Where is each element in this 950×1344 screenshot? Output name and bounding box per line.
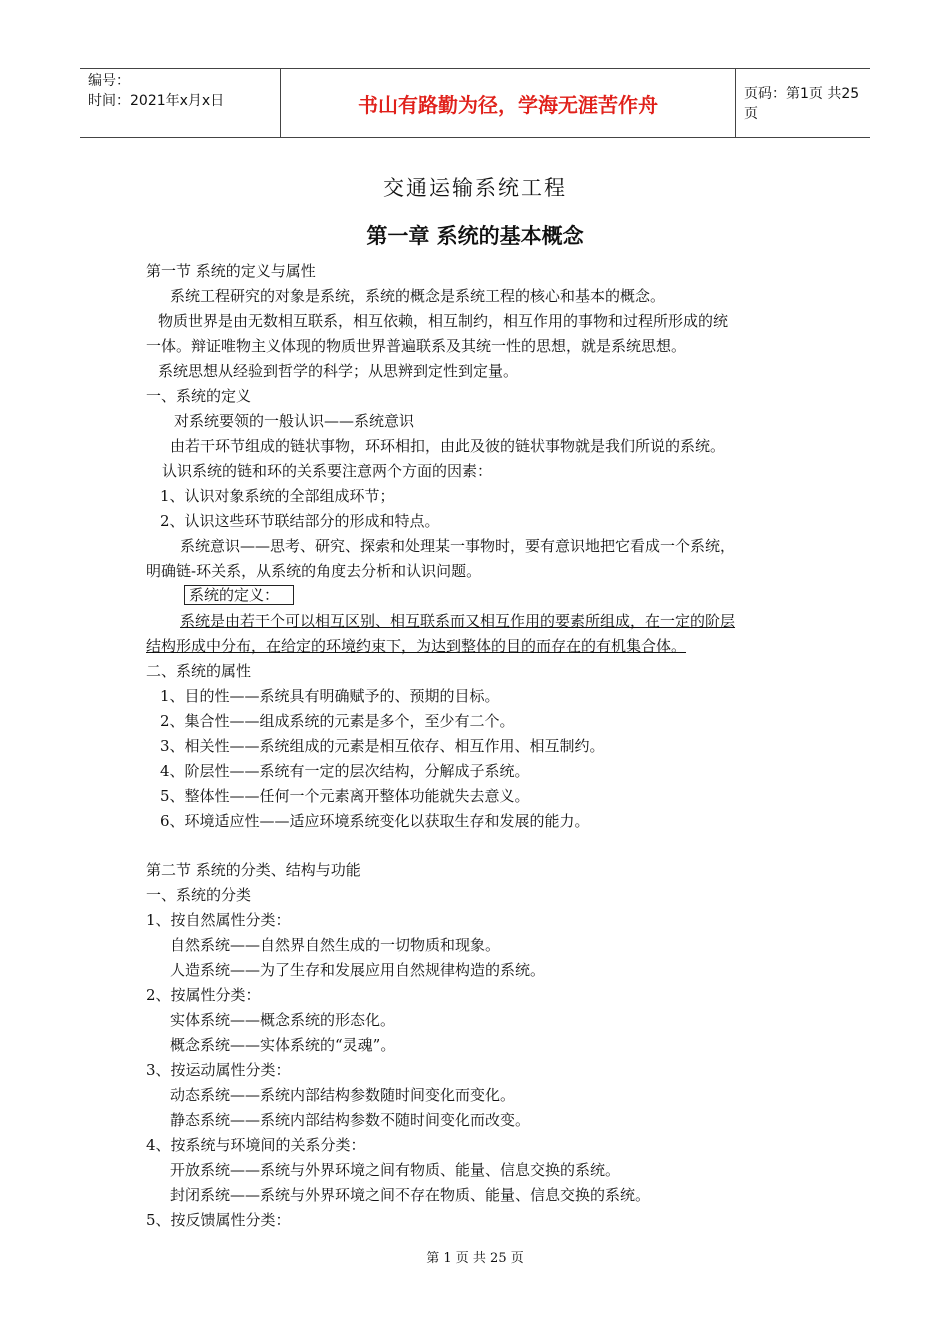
list-item: 6、环境适应性——适应环境系统变化以获取生存和发展的能力。	[160, 812, 590, 830]
subsection-heading: 一、系统的分类	[146, 886, 252, 904]
paragraph-line: 概念系统——实体系统的“灵魂”。	[170, 1036, 396, 1054]
list-item: 3、相关性——系统组成的元素是相互依存、相互作用、相互制约。	[160, 737, 605, 755]
page-footer: 第 1 页 共 25 页	[426, 1251, 524, 1266]
paragraph-line: 系统工程研究的对象是系统，系统的概念是系统工程的核心和基本的概念。	[170, 287, 666, 305]
paragraph-line: 认识系统的链和环的关系要注意两个方面的因素：	[162, 462, 493, 480]
paragraph-line: 自然系统——自然界自然生成的一切物质和现象。	[170, 936, 501, 954]
definition-label: 系统的定义：	[184, 585, 294, 605]
paragraph-line: 物质世界是由无数相互联系，相互依赖，相互制约，相互作用的事物和过程所形成的统	[158, 312, 729, 330]
definition-text: 结构形成中分布，在给定的环境约束下，为达到整体的目的而存在的有机集合体。	[146, 637, 687, 655]
paragraph-line: 对系统要领的一般认识——系统意识	[174, 412, 415, 430]
paragraph-line: 由若干环节组成的链状事物，环环相扣，由此及彼的链状事物就是我们所说的系统。	[170, 437, 726, 455]
paragraph-line: 系统思想从经验到哲学的科学；从思辨到定性到定量。	[158, 362, 519, 380]
paragraph-line: 封闭系统——系统与外界环境之间不存在物质、能量、信息交换的系统。	[170, 1186, 651, 1204]
list-item: 1、认识对象系统的全部组成环节；	[160, 487, 395, 505]
list-item: 2、按属性分类：	[146, 986, 261, 1004]
paragraph-line: 静态系统——系统内部结构参数不随时间变化而改变。	[170, 1111, 531, 1129]
list-item: 2、集合性——组成系统的元素是多个，至少有二个。	[160, 712, 515, 730]
paragraph-line: 明确链-环关系，从系统的角度去分析和认识问题。	[146, 562, 482, 580]
list-item: 3、按运动属性分类：	[146, 1061, 291, 1079]
document-date: 时间：2021年x月x日	[88, 93, 225, 109]
header-motto: 书山有路勤为径，学海无涯苦作舟	[280, 69, 736, 137]
list-item: 4、按系统与环境间的关系分类：	[146, 1136, 366, 1154]
paragraph-line: 动态系统——系统内部结构参数随时间变化而变化。	[170, 1086, 516, 1104]
subsection-heading: 二、系统的属性	[146, 662, 252, 680]
document-title: 交通运输系统工程	[383, 176, 567, 200]
header-meta	[80, 69, 278, 137]
paragraph-line: 人造系统——为了生存和发展应用自然规律构造的系统。	[170, 961, 546, 979]
list-item: 2、认识这些环节联结部分的形成和特点。	[160, 512, 440, 530]
section-heading: 第一节 系统的定义与属性	[146, 262, 316, 280]
paragraph-line: 系统意识——思考、研究、探索和处理某一事物时，要有意识地把它看成一个系统，	[180, 537, 736, 555]
subsection-heading: 一、系统的定义	[146, 387, 252, 405]
list-item: 4、阶层性——系统有一定的层次结构，分解成子系统。	[160, 762, 530, 780]
definition-text: 系统是由若干个可以相互区别、相互联系而又相互作用的要素所组成，在一定的阶层	[180, 612, 736, 630]
list-item: 5、按反馈属性分类：	[146, 1211, 291, 1229]
list-item: 1、按自然属性分类：	[146, 911, 291, 929]
paragraph-line: 开放系统——系统与外界环境之间有物质、能量、信息交换的系统。	[170, 1161, 621, 1179]
paragraph-line: 实体系统——概念系统的形态化。	[170, 1011, 396, 1029]
page-header	[80, 68, 870, 138]
paragraph-line: 一体。辩证唯物主义体现的物质世界普遍联系及其统一性的思想，就是系统思想。	[146, 337, 687, 355]
header-page-info: 页码：第1页 共25页	[744, 86, 860, 122]
list-item: 5、整体性——任何一个元素离开整体功能就失去意义。	[160, 787, 530, 805]
list-item: 1、目的性——系统具有明确赋予的、预期的目标。	[160, 687, 500, 705]
section-heading: 第二节 系统的分类、结构与功能	[146, 861, 361, 879]
document-number-label: 编号：	[88, 73, 130, 89]
chapter-title: 第一章 系统的基本概念	[366, 224, 584, 248]
definition-label-box	[184, 585, 294, 605]
